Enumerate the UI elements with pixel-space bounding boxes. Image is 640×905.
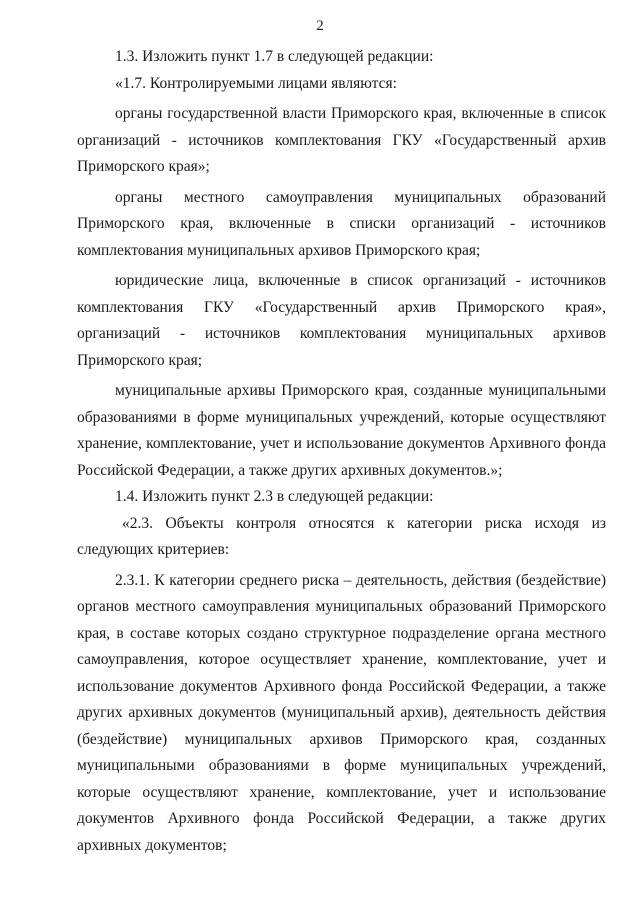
- page-number: 2: [316, 18, 324, 34]
- paragraph-state-authorities: органы государственной власти Приморского края, включенные в список организаций - источников комплектования ГКУ «Государственный архив Приморского края»;: [77, 105, 606, 175]
- paragraph-1-7-heading: «1.7. Контролируемыми лицами являются:: [115, 74, 397, 92]
- paragraph-legal-entities: юридические лица, включенные в список организаций - источников комплектования ГКУ «Государственный архив Приморского края», организаций - источников комплектования муниципальных архивов Приморского края;: [77, 272, 606, 369]
- paragraph-1-4: 1.4. Изложить пункт 2.3 в следующей редакции:: [115, 488, 434, 505]
- document-body: [77, 44, 606, 859]
- paragraph-2-3: «2.3. Объекты контроля относятся к категории риска исходя из следующих критериев:: [77, 514, 606, 558]
- paragraph-2-3-1: 2.3.1. К категории среднего риска – деятельность, действия (бездействие) органов местного самоуправления муниципальных образований Приморского края, в составе которых создано структурное подразделение органа местного самоуправления, которое осуществляет хранение, комплектование, учет и использование документов Архивного фонда Российской Федерации, а также других архивных документов (муниципальный архив), деятельность действия (бездействие) муниципальных архивов Приморского края, созданных муниципальными образованиями в форме муниципальных учреждений, которые осуществляют хранение, комплектование, учет и использование документов Архивного фонда Российской Федерации, а также других архивных документов;: [77, 571, 606, 854]
- paragraph-municipal-archives: муниципальные архивы Приморского края, созданные муниципальными образованиями в форме муниципальных учреждений, которые осуществляют хранение, комплектование, учет и использование документов Архивного фонда Российской Федерации, а также других архивных документов.»;: [77, 382, 606, 479]
- paragraph-1-3: 1.3. Изложить пункт 1.7 в следующей редакции:: [115, 48, 434, 65]
- paragraph-local-self-government: органы местного самоуправления муниципальных образований Приморского края, включенные в списки организаций - источников комплектования муниципальных архивов Приморского края;: [77, 188, 606, 259]
